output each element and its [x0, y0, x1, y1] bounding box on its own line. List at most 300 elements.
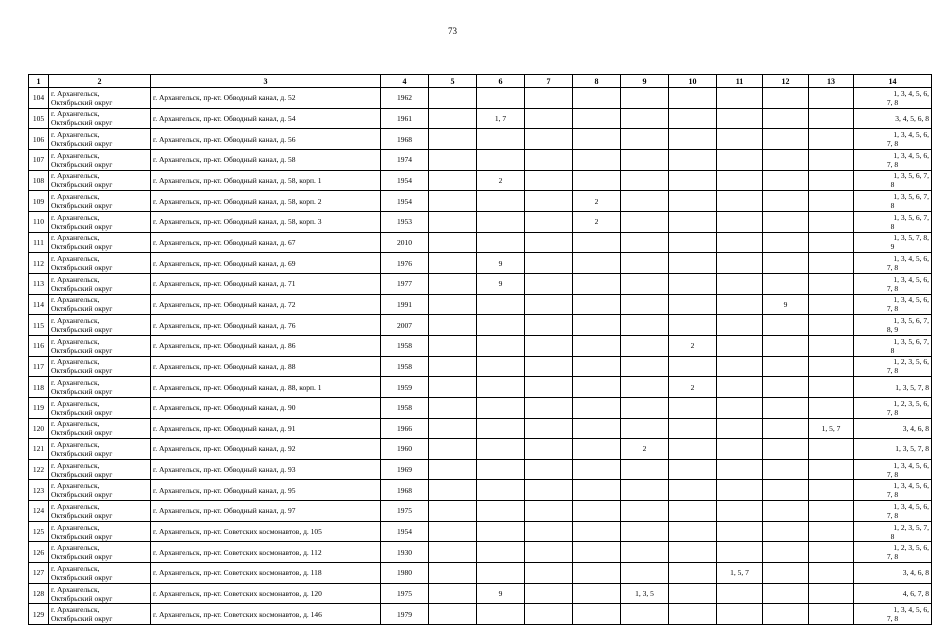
column-11-cell	[717, 397, 763, 418]
column-6-cell	[477, 604, 525, 625]
column-13-cell	[809, 459, 854, 480]
year-cell: 1958	[381, 397, 429, 418]
district-cell	[49, 418, 151, 439]
column-12-cell	[763, 521, 809, 542]
column-11-cell	[717, 501, 763, 522]
table-row	[29, 356, 932, 377]
district-line: Октябрьский округ	[51, 325, 113, 335]
district-line: г. Архангельск,	[51, 295, 100, 305]
column-6-cell: 9	[477, 253, 525, 274]
district-line: г. Архангельск,	[51, 109, 100, 119]
criteria-cell	[854, 418, 932, 439]
address-cell: г. Архангельск, пр-кт. Советских космонавтов, д. 112	[151, 542, 381, 563]
column-6-cell	[477, 501, 525, 522]
column-8-cell: 2	[573, 191, 621, 212]
column-12-cell	[763, 583, 809, 604]
district-cell	[49, 501, 151, 522]
criteria-line: 1, 3, 4, 5, 6,	[893, 481, 929, 491]
column-header-3: 3	[151, 75, 381, 88]
criteria-line: 8	[890, 221, 895, 231]
column-11-cell	[717, 273, 763, 294]
district-cell	[49, 521, 151, 542]
column-12-cell	[763, 129, 809, 150]
year-cell: 1991	[381, 294, 429, 315]
column-9-cell	[621, 542, 669, 563]
row-number: 112	[29, 253, 49, 274]
district-line: Октябрьский округ	[51, 428, 113, 438]
column-5-cell	[429, 501, 477, 522]
column-13-cell	[809, 149, 854, 170]
row-number: 106	[29, 129, 49, 150]
column-5-cell	[429, 563, 477, 584]
row-number: 123	[29, 480, 49, 501]
criteria-line: 1, 3, 4, 5, 6,	[893, 254, 929, 264]
address-cell: г. Архангельск, пр-кт. Обводный канал, д. 69	[151, 253, 381, 274]
column-9-cell	[621, 211, 669, 232]
address-cell: г. Архангельск, пр-кт. Советских космонавтов, д. 120	[151, 583, 381, 604]
column-11-cell	[717, 480, 763, 501]
column-12-cell	[763, 170, 809, 191]
column-13-cell	[809, 232, 854, 253]
year-cell: 1954	[381, 170, 429, 191]
column-11-cell: 1, 5, 7	[717, 563, 763, 584]
column-9-cell	[621, 149, 669, 170]
row-number: 109	[29, 191, 49, 212]
criteria-line: 7, 8	[886, 283, 899, 293]
district-line: г. Архангельск,	[51, 274, 100, 284]
column-13-cell: 1, 5, 7	[809, 418, 854, 439]
address-cell: г. Архангельск, пр-кт. Обводный канал, д. 86	[151, 335, 381, 356]
table-row	[29, 191, 932, 212]
address-cell: г. Архангельск, пр-кт. Обводный канал, д. 54	[151, 108, 381, 129]
column-10-cell	[669, 232, 717, 253]
column-13-cell	[809, 356, 854, 377]
table-row	[29, 232, 932, 253]
district-line: Октябрьский округ	[51, 552, 113, 562]
column-13-cell	[809, 377, 854, 398]
row-number: 127	[29, 563, 49, 584]
criteria-line: 7, 8	[886, 490, 899, 500]
table-row	[29, 583, 932, 604]
criteria-cell	[854, 542, 932, 563]
criteria-cell	[854, 583, 932, 604]
criteria-line: 8, 9	[886, 325, 899, 335]
criteria-cell	[854, 108, 932, 129]
page-number: 73	[448, 26, 457, 36]
address-cell: г. Архангельск, пр-кт. Обводный канал, д. 72	[151, 294, 381, 315]
criteria-line: 1, 3, 5, 7, 8,	[893, 233, 929, 243]
column-11-cell	[717, 583, 763, 604]
table-row	[29, 542, 932, 563]
district-line: г. Архангельск,	[51, 233, 100, 243]
column-7-cell	[525, 129, 573, 150]
column-8-cell	[573, 149, 621, 170]
criteria-cell	[854, 335, 932, 356]
criteria-cell	[854, 170, 932, 191]
year-cell: 1954	[381, 191, 429, 212]
criteria-line: 8	[890, 531, 895, 541]
criteria-cell	[854, 356, 932, 377]
year-cell: 1930	[381, 542, 429, 563]
address-cell: г. Архангельск, пр-кт. Обводный канал, д. 58	[151, 149, 381, 170]
district-cell	[49, 480, 151, 501]
district-line: Октябрьский округ	[51, 572, 113, 582]
column-13-cell	[809, 501, 854, 522]
column-6-cell	[477, 563, 525, 584]
table-row	[29, 563, 932, 584]
district-cell	[49, 604, 151, 625]
column-7-cell	[525, 356, 573, 377]
year-cell: 1969	[381, 459, 429, 480]
row-number: 125	[29, 521, 49, 542]
criteria-cell	[854, 604, 932, 625]
table-row	[29, 604, 932, 625]
column-13-cell	[809, 170, 854, 191]
district-cell	[49, 563, 151, 584]
row-number: 105	[29, 108, 49, 129]
column-8-cell	[573, 356, 621, 377]
year-cell: 1975	[381, 501, 429, 522]
table-row	[29, 211, 932, 232]
criteria-line: 1, 3, 4, 5, 6,	[893, 130, 929, 140]
column-8-cell	[573, 108, 621, 129]
criteria-line: 3, 4, 5, 6, 8	[895, 113, 929, 123]
row-number: 114	[29, 294, 49, 315]
criteria-line: 1, 2, 3, 5, 6,	[893, 543, 929, 553]
row-number: 122	[29, 459, 49, 480]
criteria-line: 3, 4, 6, 8	[902, 423, 929, 433]
district-line: г. Архангельск,	[51, 254, 100, 264]
year-cell: 2007	[381, 315, 429, 336]
column-11-cell	[717, 335, 763, 356]
row-number: 121	[29, 439, 49, 460]
district-cell	[49, 149, 151, 170]
table-row	[29, 253, 932, 274]
district-cell	[49, 397, 151, 418]
column-7-cell	[525, 253, 573, 274]
criteria-line: 9	[890, 242, 895, 252]
column-9-cell	[621, 418, 669, 439]
criteria-cell	[854, 501, 932, 522]
district-line: Октябрьский округ	[51, 387, 113, 397]
column-12-cell	[763, 149, 809, 170]
district-line: г. Архангельск,	[51, 150, 100, 160]
criteria-line: 7, 8	[886, 366, 899, 376]
criteria-cell	[854, 459, 932, 480]
column-5-cell	[429, 294, 477, 315]
column-6-cell: 1, 7	[477, 108, 525, 129]
column-10-cell	[669, 88, 717, 109]
column-10-cell	[669, 273, 717, 294]
year-cell: 1979	[381, 604, 429, 625]
column-5-cell	[429, 521, 477, 542]
criteria-line: 8	[890, 201, 895, 211]
column-9-cell	[621, 191, 669, 212]
address-cell: г. Архангельск, пр-кт. Обводный канал, д. 91	[151, 418, 381, 439]
district-line: Октябрьский округ	[51, 345, 113, 355]
criteria-line: 4, 6, 7, 8	[902, 589, 929, 599]
table-row	[29, 129, 932, 150]
column-9-cell	[621, 480, 669, 501]
column-12-cell	[763, 542, 809, 563]
column-11-cell	[717, 170, 763, 191]
column-12-cell	[763, 191, 809, 212]
table-row	[29, 521, 932, 542]
table-row	[29, 439, 932, 460]
column-5-cell	[429, 397, 477, 418]
column-6-cell	[477, 356, 525, 377]
column-header-5: 5	[429, 75, 477, 88]
column-13-cell	[809, 583, 854, 604]
column-10-cell	[669, 129, 717, 150]
district-line: г. Архангельск,	[51, 563, 100, 573]
column-9-cell: 2	[621, 439, 669, 460]
column-6-cell	[477, 439, 525, 460]
column-6-cell	[477, 294, 525, 315]
table-row	[29, 315, 932, 336]
column-5-cell	[429, 459, 477, 480]
column-9-cell	[621, 521, 669, 542]
column-7-cell	[525, 108, 573, 129]
district-line: г. Архангельск,	[51, 460, 100, 470]
column-10-cell	[669, 253, 717, 274]
column-11-cell	[717, 253, 763, 274]
criteria-line: 7, 8	[886, 159, 899, 169]
column-10-cell	[669, 583, 717, 604]
table-row	[29, 501, 932, 522]
column-10-cell	[669, 191, 717, 212]
column-7-cell	[525, 335, 573, 356]
column-8-cell: 2	[573, 211, 621, 232]
column-9-cell	[621, 335, 669, 356]
table-row	[29, 480, 932, 501]
district-cell	[49, 583, 151, 604]
criteria-cell	[854, 129, 932, 150]
column-7-cell	[525, 480, 573, 501]
criteria-line: 1, 3, 4, 5, 6,	[893, 501, 929, 511]
column-13-cell	[809, 439, 854, 460]
column-7-cell	[525, 211, 573, 232]
year-cell: 1958	[381, 335, 429, 356]
row-number: 108	[29, 170, 49, 191]
column-5-cell	[429, 170, 477, 191]
column-12-cell	[763, 88, 809, 109]
column-7-cell	[525, 273, 573, 294]
column-12-cell	[763, 397, 809, 418]
column-13-cell	[809, 315, 854, 336]
district-line: Октябрьский округ	[51, 201, 113, 211]
table-row	[29, 397, 932, 418]
column-header-6: 6	[477, 75, 525, 88]
district-cell	[49, 315, 151, 336]
column-header-2: 2	[49, 75, 151, 88]
district-line: г. Архангельск,	[51, 192, 100, 202]
address-cell: г. Архангельск, пр-кт. Обводный канал, д. 93	[151, 459, 381, 480]
year-cell: 1980	[381, 563, 429, 584]
table-row	[29, 294, 932, 315]
criteria-line: 1, 3, 4, 5, 6,	[893, 295, 929, 305]
criteria-line: 7, 8	[886, 469, 899, 479]
column-9-cell	[621, 253, 669, 274]
column-13-cell	[809, 542, 854, 563]
district-cell	[49, 273, 151, 294]
column-7-cell	[525, 583, 573, 604]
district-line: Октябрьский округ	[51, 490, 113, 500]
district-line: г. Архангельск,	[51, 378, 100, 388]
column-6-cell	[477, 315, 525, 336]
header-row	[29, 75, 932, 88]
column-11-cell	[717, 377, 763, 398]
column-13-cell	[809, 108, 854, 129]
criteria-line: 7, 8	[886, 139, 899, 149]
district-cell	[49, 211, 151, 232]
column-13-cell	[809, 191, 854, 212]
column-header-13: 13	[809, 75, 854, 88]
column-8-cell	[573, 480, 621, 501]
table-body	[29, 88, 932, 625]
column-12-cell	[763, 211, 809, 232]
column-10-cell	[669, 542, 717, 563]
column-12-cell	[763, 108, 809, 129]
column-7-cell	[525, 170, 573, 191]
column-10-cell	[669, 439, 717, 460]
column-5-cell	[429, 253, 477, 274]
column-6-cell: 9	[477, 273, 525, 294]
column-8-cell	[573, 418, 621, 439]
district-cell	[49, 377, 151, 398]
column-8-cell	[573, 88, 621, 109]
district-line: Октябрьский округ	[51, 263, 113, 273]
criteria-line: 1, 3, 4, 5, 6,	[893, 605, 929, 615]
column-9-cell	[621, 170, 669, 191]
column-7-cell	[525, 294, 573, 315]
column-9-cell	[621, 604, 669, 625]
column-7-cell	[525, 459, 573, 480]
column-10-cell	[669, 149, 717, 170]
district-line: г. Архангельск,	[51, 543, 100, 553]
column-6-cell: 9	[477, 583, 525, 604]
district-cell	[49, 335, 151, 356]
row-number: 110	[29, 211, 49, 232]
column-header-8: 8	[573, 75, 621, 88]
column-header-4: 4	[381, 75, 429, 88]
column-12-cell	[763, 480, 809, 501]
district-line: Октябрьский округ	[51, 593, 113, 603]
column-7-cell	[525, 563, 573, 584]
column-9-cell	[621, 88, 669, 109]
column-9-cell	[621, 129, 669, 150]
column-5-cell	[429, 108, 477, 129]
district-line: г. Архангельск,	[51, 212, 100, 222]
year-cell: 1958	[381, 356, 429, 377]
column-9-cell	[621, 356, 669, 377]
address-cell: г. Архангельск, пр-кт. Обводный канал, д. 88, корп. 1	[151, 377, 381, 398]
address-cell: г. Архангельск, пр-кт. Обводный канал, д. 58, корп. 1	[151, 170, 381, 191]
criteria-line: 7, 8	[886, 614, 899, 624]
column-5-cell	[429, 129, 477, 150]
criteria-cell	[854, 439, 932, 460]
column-12-cell	[763, 335, 809, 356]
column-10-cell	[669, 108, 717, 129]
column-12-cell	[763, 459, 809, 480]
district-line: Октябрьский округ	[51, 118, 113, 128]
column-header-9: 9	[621, 75, 669, 88]
column-8-cell	[573, 439, 621, 460]
column-5-cell	[429, 480, 477, 501]
row-number: 126	[29, 542, 49, 563]
criteria-line: 1, 3, 5, 6, 7,	[893, 212, 929, 222]
column-12-cell	[763, 604, 809, 625]
column-10-cell	[669, 418, 717, 439]
column-12-cell	[763, 439, 809, 460]
column-7-cell	[525, 501, 573, 522]
criteria-cell	[854, 211, 932, 232]
year-cell: 1976	[381, 253, 429, 274]
district-line: г. Архангельск,	[51, 501, 100, 511]
column-10-cell	[669, 459, 717, 480]
column-13-cell	[809, 273, 854, 294]
column-12-cell: 9	[763, 294, 809, 315]
column-9-cell	[621, 273, 669, 294]
criteria-line: 1, 3, 4, 5, 6,	[893, 460, 929, 470]
criteria-line: 1, 3, 5, 6, 7,	[893, 171, 929, 181]
column-11-cell	[717, 521, 763, 542]
column-6-cell	[477, 418, 525, 439]
criteria-line: 1, 2, 3, 5, 6,	[893, 357, 929, 367]
table-row	[29, 149, 932, 170]
column-7-cell	[525, 232, 573, 253]
criteria-cell	[854, 273, 932, 294]
district-line: г. Архангельск,	[51, 336, 100, 346]
column-7-cell	[525, 604, 573, 625]
table-row	[29, 273, 932, 294]
column-11-cell	[717, 129, 763, 150]
district-line: г. Архангельск,	[51, 88, 100, 98]
year-cell: 1959	[381, 377, 429, 398]
district-line: Октябрьский округ	[51, 510, 113, 520]
criteria-cell	[854, 377, 932, 398]
criteria-cell	[854, 521, 932, 542]
column-6-cell	[477, 88, 525, 109]
column-11-cell	[717, 149, 763, 170]
column-8-cell	[573, 542, 621, 563]
column-12-cell	[763, 273, 809, 294]
address-cell: г. Архангельск, пр-кт. Советских космонавтов, д. 105	[151, 521, 381, 542]
criteria-line: 1, 3, 5, 7, 8	[895, 382, 929, 392]
column-8-cell	[573, 232, 621, 253]
criteria-line: 7, 8	[886, 510, 899, 520]
column-7-cell	[525, 542, 573, 563]
criteria-line: 7, 8	[886, 407, 899, 417]
row-number: 111	[29, 232, 49, 253]
address-cell: г. Архангельск, пр-кт. Обводный канал, д. 92	[151, 439, 381, 460]
year-cell: 1975	[381, 583, 429, 604]
column-11-cell	[717, 294, 763, 315]
district-line: г. Архангельск,	[51, 522, 100, 532]
year-cell: 1968	[381, 480, 429, 501]
column-12-cell	[763, 356, 809, 377]
column-11-cell	[717, 211, 763, 232]
column-6-cell	[477, 335, 525, 356]
column-10-cell	[669, 563, 717, 584]
district-line: г. Архангельск,	[51, 584, 100, 594]
column-8-cell	[573, 273, 621, 294]
column-6-cell	[477, 377, 525, 398]
criteria-cell	[854, 315, 932, 336]
column-8-cell	[573, 335, 621, 356]
column-6-cell	[477, 480, 525, 501]
column-8-cell	[573, 129, 621, 150]
